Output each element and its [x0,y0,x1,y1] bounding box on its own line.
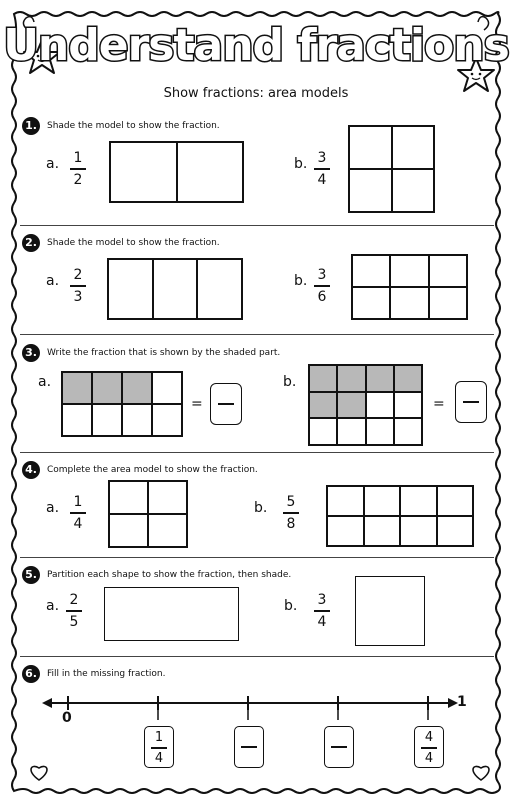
item-label-b: b. [294,156,308,172]
section-divider [20,452,494,453]
equals-sign: = [433,396,445,412]
number-line-end: 1 [457,694,467,710]
fraction: 1 2 [70,150,86,188]
area-model[interactable] [107,258,243,320]
section-number: 1. [22,117,40,135]
item-label-a: a. [46,273,60,289]
area-model-shaded [308,364,423,446]
area-model[interactable] [326,485,474,547]
fraction: 2 3 [70,267,86,305]
section-divider [20,656,494,657]
section-number: 4. [22,461,40,479]
item-label-a: a. [46,500,60,516]
equals-sign: = [191,396,203,412]
section-divider [20,225,494,226]
shape-rectangle[interactable] [104,587,239,641]
fraction: 1 4 [70,494,86,532]
section-number: 2. [22,234,40,252]
item-label-b: b. [254,500,268,516]
answer-box[interactable] [455,381,487,423]
fraction: 3 4 [314,150,330,188]
fraction: 2 5 [66,592,82,630]
answer-box[interactable] [210,383,242,425]
number-line-box: 1 4 [144,726,174,768]
item-label-b: b. [294,273,308,289]
area-model-shaded [61,371,183,437]
fraction: 5 8 [283,494,299,532]
item-label-b: b. [283,374,297,390]
section-instruction: Write the fraction that is shown by the shaded part. [47,348,281,358]
section-number: 6. [22,665,40,683]
area-model[interactable] [108,480,188,548]
page-subtitle: Show fractions: area models [163,86,349,101]
section-instruction: Fill in the missing fraction. [47,669,166,679]
section-divider [20,334,494,335]
number-line-box: 4 4 [414,726,444,768]
fraction: 3 4 [314,592,330,630]
heart-icon [470,762,492,782]
number-line-start: 0 [62,710,72,726]
item-label-a: a. [46,156,60,172]
section-instruction: Partition each shape to show the fraction, then shade. [47,570,292,580]
shape-square[interactable] [355,576,425,646]
item-label-a: a. [46,598,60,614]
section-instruction: Complete the area model to show the fraction. [47,465,258,475]
area-model[interactable] [109,141,244,203]
area-model[interactable] [351,254,468,320]
number-line-answer-box[interactable] [324,726,354,768]
section-number: 5. [22,566,40,584]
area-model[interactable] [348,125,435,213]
number-line-answer-box[interactable] [234,726,264,768]
number-line [40,690,460,720]
item-label-a: a. [38,374,52,390]
section-number: 3. [22,344,40,362]
page-title: Understand fractions [3,20,509,71]
fraction: 3 6 [314,267,330,305]
section-divider [20,557,494,558]
section-instruction: Shade the model to show the fraction. [47,238,220,248]
heart-icon [28,762,50,782]
section-instruction: Shade the model to show the fraction. [47,121,220,131]
item-label-b: b. [284,598,298,614]
